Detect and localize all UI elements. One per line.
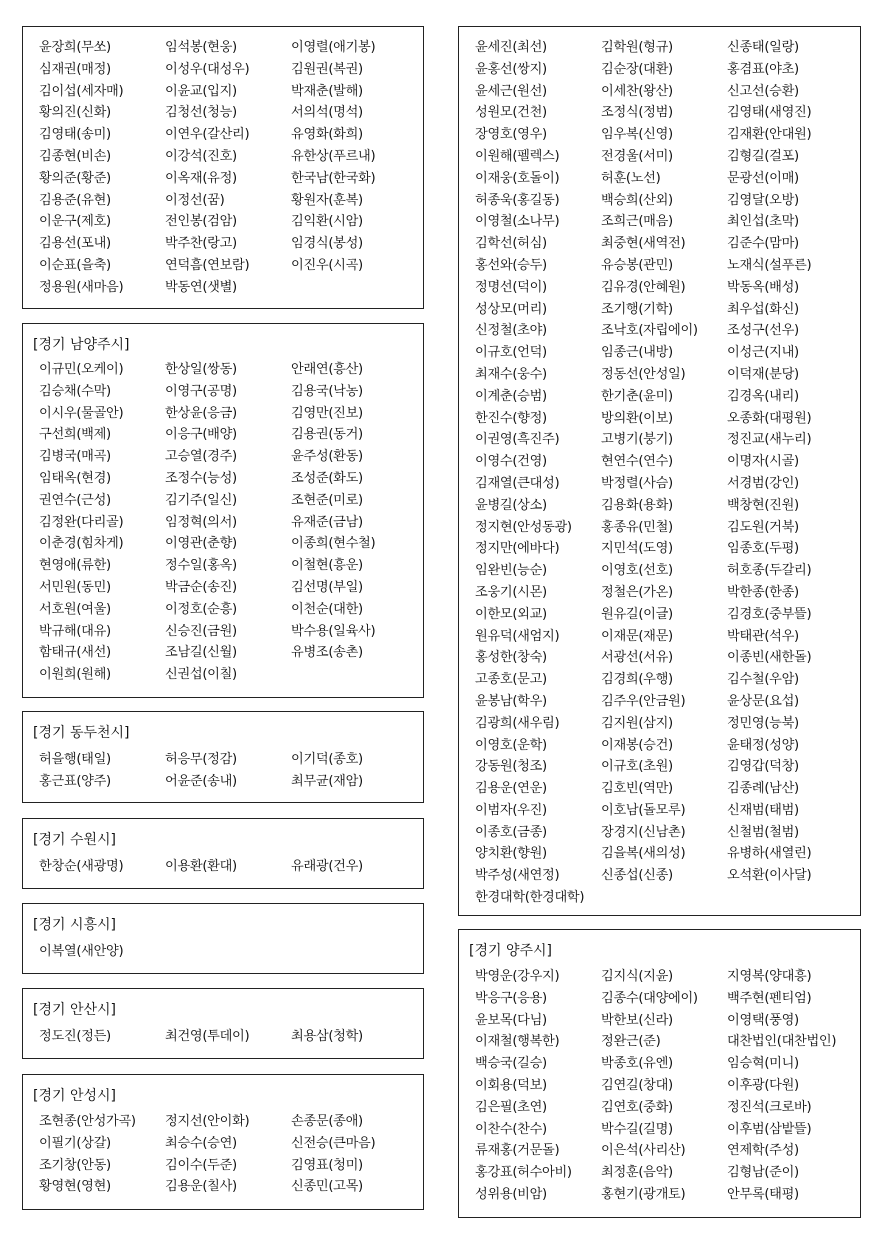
name-entry: 김용권(동거) (291, 427, 363, 443)
name-entry: 김병국(매곡) (39, 449, 111, 465)
name-entry: 성위용(비암) (475, 1186, 547, 1202)
name-entry: 김학선(허심) (475, 236, 547, 252)
name-entry: 연제학(주성) (727, 1143, 799, 1159)
name-entry: 이후광(다원) (727, 1077, 799, 1093)
name-grid (475, 966, 855, 1206)
name-entry: 조정수(능성) (165, 470, 237, 486)
name-entry: 박동연(샛별) (165, 279, 237, 295)
name-entry: 서경범(강인) (727, 475, 799, 491)
name-entry: 고승열(경주) (165, 449, 237, 465)
name-entry: 이원해(펠렉스) (475, 148, 560, 164)
name-entry: 박한보(신라) (601, 1012, 673, 1028)
name-entry: 이권영(흑진주) (475, 432, 560, 448)
name-entry: 박정렬(사슴) (601, 475, 673, 491)
name-entry: 김형길(걸포) (727, 148, 799, 164)
name-entry: 이영관(춘향) (165, 536, 237, 552)
name-entry: 이천순(대한) (291, 601, 363, 617)
name-entry: 김경호(중부뜰) (727, 606, 812, 622)
name-entry: 이명자(시골) (727, 454, 799, 470)
list-box-right-top (458, 26, 861, 916)
name-entry: 이순표(을축) (39, 257, 111, 273)
name-entry: 신재범(태범) (727, 802, 799, 818)
name-entry: 정수일(홍옥) (165, 558, 237, 574)
name-entry: 이영호(운학) (475, 737, 547, 753)
name-entry: 최우섭(화신) (727, 301, 799, 317)
name-entry: 황영현(영현) (39, 1179, 111, 1195)
name-entry: 최무균(재암) (291, 773, 363, 789)
name-entry: 이원희(원해) (39, 667, 111, 683)
name-entry: 지민석(도영) (601, 541, 673, 557)
name-entry: 이정호(순흥) (165, 601, 237, 617)
name-entry: 정명선(덕이) (475, 279, 547, 295)
name-grid (39, 359, 419, 686)
name-entry: 조현준(미로) (291, 492, 363, 508)
name-grid (39, 37, 419, 299)
name-entry: 이영수(건영) (475, 454, 547, 470)
name-entry: 이한모(외교) (475, 606, 547, 622)
name-entry: 이영택(풍영) (727, 1012, 799, 1028)
name-entry: 유병조(송촌) (291, 645, 363, 661)
name-entry: 윤보목(다님) (475, 1012, 547, 1028)
name-entry: 김순장(대환) (601, 61, 673, 77)
name-entry: 이범자(우진) (475, 802, 547, 818)
name-entry: 임경식(봉성) (291, 236, 363, 252)
name-entry: 노재식(설푸른) (727, 257, 812, 273)
name-entry: 이호남(돌모루) (601, 802, 686, 818)
name-entry: 김준수(맘마) (727, 236, 799, 252)
name-entry: 김정완(다리골) (39, 514, 124, 530)
name-entry: 김영갑(덕창) (727, 759, 799, 775)
name-entry: 김은필(초연) (475, 1099, 547, 1115)
name-entry: 임석봉(현웅) (165, 40, 237, 55)
name-entry: 한국남(한국화) (291, 170, 376, 186)
name-entry: 신권섭(이칠) (165, 667, 237, 683)
name-entry: 김종현(비손) (39, 148, 111, 164)
name-entry: 김연길(창대) (601, 1077, 673, 1093)
name-entry: 조희근(매음) (601, 214, 673, 230)
name-entry: 백승국(길승) (475, 1056, 547, 1072)
name-entry: 장경지(신남촌) (601, 824, 686, 840)
name-entry: 대찬법인(대찬법인) (727, 1034, 837, 1050)
region-box-dongducheon (22, 711, 424, 803)
region-box-yangju (458, 929, 861, 1218)
name-grid (39, 1111, 419, 1198)
name-entry: 이응구(배양) (165, 427, 237, 443)
name-entry: 김영태(새영진) (727, 105, 812, 121)
name-grid (39, 856, 419, 878)
name-entry: 이복열(새안양) (39, 944, 124, 959)
name-entry: 안래연(흥산) (291, 362, 363, 377)
name-entry: 홍근표(양주) (39, 773, 111, 789)
name-entry: 임종근(내방) (601, 345, 673, 361)
name-entry: 임완빈(능순) (475, 563, 547, 579)
name-entry: 정도진(정든) (39, 1029, 111, 1044)
name-entry: 최정훈(음악) (601, 1165, 673, 1181)
name-entry: 신종섭(신종) (601, 868, 673, 884)
name-entry: 김종례(남산) (727, 781, 799, 797)
name-entry: 고병기(붕기) (601, 432, 673, 448)
name-entry: 이용환(환대) (165, 859, 237, 874)
name-entry: 박태관(석우) (727, 628, 799, 644)
name-entry: 정진교(새누리) (727, 432, 812, 448)
name-entry: 김지원(삼지) (601, 715, 673, 731)
name-entry: 조낙호(자립에이) (601, 323, 698, 339)
name-entry: 윤주성(환동) (291, 449, 363, 465)
region-title: [경기 양주시] (469, 943, 552, 959)
region-title: [경기 동두천시] (33, 725, 130, 741)
name-entry: 조기창(안동) (39, 1157, 111, 1173)
name-entry: 이세찬(왕산) (601, 83, 673, 99)
name-entry: 한창순(새광명) (39, 859, 124, 874)
name-entry: 이진우(시곡) (291, 257, 363, 273)
name-entry: 한상일(쌍동) (165, 362, 237, 377)
name-entry: 이후범(삼밭뜰) (727, 1121, 812, 1137)
name-entry: 이강석(진호) (165, 148, 237, 164)
name-entry: 김경옥(내리) (727, 388, 799, 404)
name-entry: 신승진(금원) (165, 623, 237, 639)
name-entry: 김학원(형규) (601, 40, 673, 55)
name-entry: 이영렬(애기봉) (291, 40, 376, 55)
name-entry: 이연우(갈산리) (165, 127, 250, 143)
name-entry: 김수철(우암) (727, 672, 799, 688)
name-entry: 이철현(흥운) (291, 558, 363, 574)
name-entry: 유병하(새열린) (727, 846, 812, 862)
name-entry: 이영호(선호) (601, 563, 673, 579)
region-title: [경기 안산시] (33, 1002, 116, 1018)
name-entry: 최용삼(청학) (291, 1029, 363, 1044)
name-entry: 오석환(이사달) (727, 868, 812, 884)
name-entry: 윤홍선(쌍지) (475, 61, 547, 77)
name-entry: 유재준(금남) (291, 514, 363, 530)
name-entry: 지영복(양대흥) (727, 969, 812, 984)
name-entry: 최재수(웅수) (475, 366, 547, 382)
name-entry: 이시우(물골안) (39, 405, 124, 421)
name-entry: 박동옥(배성) (727, 279, 799, 295)
name-entry: 이영구(공명) (165, 383, 237, 399)
name-entry: 성상모(머리) (475, 301, 547, 317)
name-entry: 안무록(태평) (727, 1186, 799, 1202)
name-entry: 현연수(연수) (601, 454, 673, 470)
name-entry: 김용운(연운) (475, 781, 547, 797)
name-entry: 이재봉(승건) (601, 737, 673, 753)
name-entry: 이성우(대성우) (165, 61, 250, 77)
name-entry: 김종수(대양에이) (601, 990, 698, 1006)
name-entry: 양치환(향원) (475, 846, 547, 862)
name-entry: 백승희(산외) (601, 192, 673, 208)
name-entry: 이회용(덕보) (475, 1077, 547, 1093)
name-entry: 허호종(두갈리) (727, 563, 812, 579)
name-entry: 이덕재(분당) (727, 366, 799, 382)
name-entry: 박주성(새연정) (475, 868, 560, 884)
name-entry: 이재웅(호돌이) (475, 170, 560, 186)
name-entry: 황의준(황준) (39, 170, 111, 186)
name-entry: 어윤준(송내) (165, 773, 237, 789)
name-entry: 신철범(철범) (727, 824, 799, 840)
name-entry: 허종욱(홍길동) (475, 192, 560, 208)
name-entry: 김주우(안금원) (601, 693, 686, 709)
name-entry: 이규민(오케이) (39, 362, 124, 377)
name-entry: 서의석(명석) (291, 105, 363, 121)
name-entry: 이영철(소나무) (475, 214, 560, 230)
name-entry: 권연수(근성) (39, 492, 111, 508)
name-entry: 박한종(한종) (727, 584, 799, 600)
name-entry: 방의환(이보) (601, 410, 673, 426)
name-entry: 이찬수(찬수) (475, 1121, 547, 1137)
name-entry: 정완근(준) (601, 1034, 661, 1050)
name-entry: 유영화(화희) (291, 127, 363, 143)
name-entry: 조성구(선우) (727, 323, 799, 339)
name-entry: 손종문(종애) (291, 1114, 363, 1129)
name-entry: 유래광(건우) (291, 859, 363, 874)
name-entry: 원유덕(새엄지) (475, 628, 560, 644)
name-entry: 이종빈(새한돌) (727, 650, 812, 666)
name-entry: 김재환(안대원) (727, 127, 812, 143)
name-entry: 이재문(재문) (601, 628, 673, 644)
name-entry: 김경희(우행) (601, 672, 673, 688)
region-title: [경기 남양주시] (33, 337, 130, 353)
name-entry: 유한상(푸르내) (291, 148, 376, 164)
name-entry: 이규호(초원) (601, 759, 673, 775)
name-entry: 윤세근(원선) (475, 83, 547, 99)
name-entry: 최중현(새역전) (601, 236, 686, 252)
name-grid (39, 1026, 419, 1048)
name-entry: 홍현기(광개토) (601, 1186, 686, 1202)
name-entry: 한기춘(윤미) (601, 388, 673, 404)
name-entry: 이재철(행복한) (475, 1034, 560, 1050)
name-entry: 이규호(언덕) (475, 345, 547, 361)
name-entry: 홍선와(승두) (475, 257, 547, 273)
name-entry: 박금순(송진) (165, 579, 237, 595)
name-entry: 박주찬(랑고) (165, 236, 237, 252)
name-entry: 백주현(펜티엄) (727, 990, 812, 1006)
name-entry: 김기주(일신) (165, 492, 237, 508)
name-entry: 김연호(중화) (601, 1099, 673, 1115)
name-entry: 이필기(상갈) (39, 1135, 111, 1151)
name-entry: 정민영(능북) (727, 715, 799, 731)
name-entry: 김용화(용화) (601, 497, 673, 513)
region-title: [경기 시흥시] (33, 917, 116, 933)
name-entry: 박재춘(발해) (291, 83, 363, 99)
name-grid (39, 941, 419, 963)
name-entry: 문광선(이매) (727, 170, 799, 186)
name-entry: 윤세진(최선) (475, 40, 547, 55)
name-entry: 김이섭(세자매) (39, 83, 124, 99)
name-entry: 최인섭(초막) (727, 214, 799, 230)
name-entry: 임우복(신영) (601, 127, 673, 143)
name-entry: 서호원(여울) (39, 601, 111, 617)
name-grid (39, 749, 419, 793)
name-entry: 신종민(고목) (291, 1179, 363, 1195)
name-entry: 정동선(안성일) (601, 366, 686, 382)
name-entry: 이계춘(승범) (475, 388, 547, 404)
name-entry: 한경대학(한경대학) (475, 890, 585, 906)
name-entry: 이은석(사리산) (601, 1143, 686, 1159)
name-entry: 임정혁(의서) (165, 514, 237, 530)
name-entry: 조기행(기학) (601, 301, 673, 317)
name-entry: 김선명(부일) (291, 579, 363, 595)
name-entry: 정철은(가온) (601, 584, 673, 600)
name-entry: 이종호(금종) (475, 824, 547, 840)
name-entry: 이정선(꿈) (165, 192, 225, 208)
name-entry: 박응구(응용) (475, 990, 547, 1006)
name-entry: 한진수(향정) (475, 410, 547, 426)
name-entry: 이춘경(힘차게) (39, 536, 124, 552)
name-entry: 조웅기(시몬) (475, 584, 547, 600)
name-entry: 김영달(오방) (727, 192, 799, 208)
name-entry: 류재홍(거문돌) (475, 1143, 560, 1159)
name-entry: 홍종유(민철) (601, 519, 673, 535)
name-entry: 조남길(신월) (165, 645, 237, 661)
list-box-left-top (22, 26, 424, 309)
name-entry: 이윤교(입지) (165, 83, 237, 99)
name-entry: 신종태(일랑) (727, 40, 799, 55)
name-entry: 홍강표(허수아비) (475, 1165, 572, 1181)
name-entry: 조현종(안성가곡) (39, 1114, 136, 1129)
name-entry: 원유길(이글) (601, 606, 673, 622)
name-entry: 윤상문(요섭) (727, 693, 799, 709)
name-entry: 김용준(유현) (39, 192, 111, 208)
name-entry: 김익환(시암) (291, 214, 363, 230)
name-entry: 전경울(서미) (601, 148, 673, 164)
name-entry: 김이수(두준) (165, 1157, 237, 1173)
name-entry: 조정식(정범) (601, 105, 673, 121)
name-entry: 연덕흠(연보람) (165, 257, 250, 273)
name-entry: 박규해(대유) (39, 623, 111, 639)
name-entry: 김광희(새우림) (475, 715, 560, 731)
name-entry: 서민원(동민) (39, 579, 111, 595)
region-box-anseong (22, 1074, 424, 1210)
name-entry: 김지식(지윤) (601, 969, 673, 984)
region-box-siheung (22, 903, 424, 974)
name-entry: 한상윤(응금) (165, 405, 237, 421)
name-entry: 심재권(매정) (39, 61, 111, 77)
name-entry: 허훈(노선) (601, 170, 661, 186)
name-entry: 허응무(정감) (165, 752, 237, 767)
region-box-ansan (22, 988, 424, 1059)
name-entry: 김영태(송미) (39, 127, 111, 143)
name-entry: 오종화(대평원) (727, 410, 812, 426)
name-entry: 윤봉남(학우) (475, 693, 547, 709)
name-entry: 황원자(훈복) (291, 192, 363, 208)
name-entry: 김용국(낙농) (291, 383, 363, 399)
name-entry: 이운구(제호) (39, 214, 111, 230)
name-entry: 이종희(현수철) (291, 536, 376, 552)
name-entry: 이성근(지내) (727, 345, 799, 361)
name-entry: 임태옥(현경) (39, 470, 111, 486)
name-entry: 김유경(안혜원) (601, 279, 686, 295)
name-entry: 박수용(일육사) (291, 623, 376, 639)
name-entry: 임승혁(미니) (727, 1056, 799, 1072)
name-entry: 김원권(복권) (291, 61, 363, 77)
name-entry: 구선희(백제) (39, 427, 111, 443)
name-entry: 윤태정(성양) (727, 737, 799, 753)
name-entry: 정지만(에바다) (475, 541, 560, 557)
region-title: [경기 수원시] (33, 832, 116, 848)
name-entry: 황의진(신화) (39, 105, 111, 121)
name-entry: 이기덕(종호) (291, 752, 363, 767)
name-entry: 김도원(거북) (727, 519, 799, 535)
name-entry: 김영표(청미) (291, 1157, 363, 1173)
name-entry: 임종호(두평) (727, 541, 799, 557)
name-entry: 박수길(길명) (601, 1121, 673, 1137)
name-entry: 신정철(초야) (475, 323, 547, 339)
name-entry: 서광선(서유) (601, 650, 673, 666)
name-entry: 김형남(준이) (727, 1165, 799, 1181)
name-entry: 윤병길(상소) (475, 497, 547, 513)
name-entry: 김용선(포내) (39, 236, 111, 252)
name-entry: 정지선(안이화) (165, 1114, 250, 1129)
name-entry: 함태규(새선) (39, 645, 111, 661)
name-entry: 강동원(청조) (475, 759, 547, 775)
name-entry: 홍성한(창숙) (475, 650, 547, 666)
name-entry: 성원모(건천) (475, 105, 547, 121)
name-entry: 윤장희(무쏘) (39, 40, 111, 55)
name-entry: 김용운(칠사) (165, 1179, 237, 1195)
name-entry: 정지현(안성동광) (475, 519, 572, 535)
region-box-suwon (22, 818, 424, 889)
name-entry: 전인봉(검암) (165, 214, 237, 230)
name-entry: 신전승(큰마음) (291, 1135, 376, 1151)
region-box-namyangju (22, 323, 424, 698)
region-title: [경기 안성시] (33, 1088, 116, 1104)
name-entry: 이옥재(유정) (165, 170, 237, 186)
name-entry: 박영운(강우지) (475, 969, 560, 984)
name-grid (475, 37, 855, 909)
name-entry: 백창현(진원) (727, 497, 799, 513)
name-entry: 정용원(새마음) (39, 279, 124, 295)
name-entry: 김승채(수막) (39, 383, 111, 399)
name-entry: 유승봉(관민) (601, 257, 673, 273)
name-entry: 김청선(청능) (165, 105, 237, 121)
name-entry: 조성준(화도) (291, 470, 363, 486)
name-entry: 최승수(승연) (165, 1135, 237, 1151)
name-entry: 최건영(투데이) (165, 1029, 250, 1044)
name-entry: 장영호(영우) (475, 127, 547, 143)
name-entry: 홍겸표(야초) (727, 61, 799, 77)
name-entry: 박종호(유엔) (601, 1056, 673, 1072)
name-entry: 김을복(새의성) (601, 846, 686, 862)
name-entry: 신고선(승환) (727, 83, 799, 99)
name-entry: 허을행(태일) (39, 752, 111, 767)
name-entry: 김재열(큰대성) (475, 475, 560, 491)
name-entry: 김영만(진보) (291, 405, 363, 421)
name-entry: 정진석(크로바) (727, 1099, 812, 1115)
name-entry: 고종호(문고) (475, 672, 547, 688)
name-entry: 현영애(류한) (39, 558, 111, 574)
name-entry: 김호빈(역만) (601, 781, 673, 797)
